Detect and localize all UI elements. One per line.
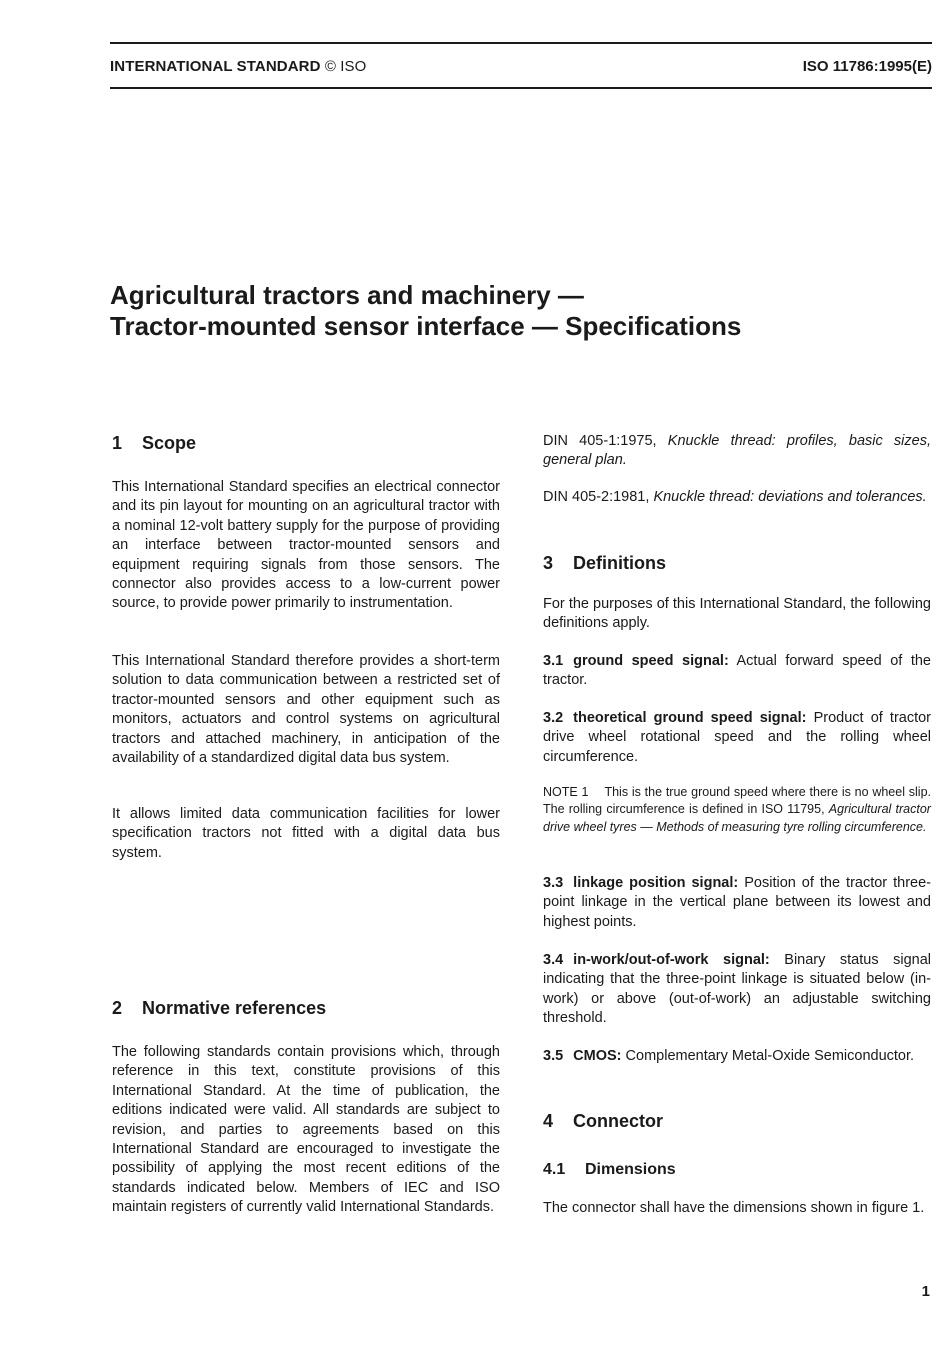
definition-3-2 <box>543 709 931 767</box>
definition-3-4 <box>543 951 931 1029</box>
definition-3-5-text: Complementary Metal-Oxide Semiconductor. <box>625 1048 915 1064</box>
definition-3-1-text: Actual forward speed of the tractor. <box>543 653 932 689</box>
reference-din-405-2 <box>543 488 931 507</box>
definition-3-1-term: ground speed signal: <box>573 653 729 669</box>
definition-note-1 <box>543 784 931 836</box>
reference-1-title: Knuckle thread: profiles, basic sizes, general plan. <box>543 433 931 469</box>
header-standard-text: INTERNATIONAL STANDARD <box>110 58 321 75</box>
section-1-heading <box>112 434 500 453</box>
page-number: 1 <box>921 1283 930 1300</box>
title-line-2: Tractor-mounted sensor interface — Specifications <box>110 311 742 341</box>
definition-3-1 <box>543 652 931 691</box>
definition-3-3-number: 3.3 <box>543 875 564 891</box>
section-3-heading <box>543 554 931 573</box>
reference-din-405-1 <box>543 432 931 471</box>
section-2-number: 2 <box>112 998 123 1018</box>
note-1-label: NOTE 1 <box>543 785 589 799</box>
reference-1-code: DIN 405-1:1975, <box>543 433 657 449</box>
definitions-intro: For the purposes of this International Standard, the following definitions apply. <box>543 596 931 632</box>
section-3-number: 3 <box>543 553 554 573</box>
section-4-1-title: Dimensions <box>585 1161 676 1178</box>
definition-3-2-number: 3.2 <box>543 710 564 726</box>
scope-paragraph-3: It allows limited data communication facilities for lower specification tractors not fitted with a digital data bus system. <box>112 806 500 861</box>
note-1-text: This is the true ground speed where there is no wheel slip. The rolling circumference is defined in ISO 11795, <box>543 785 931 817</box>
definition-3-4-text: Binary status signal indicating that the three-point linkage is situated below (in-work) or above (out-of-work) an adjustable switching threshold. <box>543 952 932 1027</box>
definition-3-2-term: theoretical ground speed signal: <box>573 710 807 726</box>
document-title <box>110 280 930 342</box>
header-document-number: ISO 11786:1995(E) <box>802 58 932 75</box>
note-1-italic: Agricultural tractor drive wheel tyres — Methods of measuring tyre rolling circumference. <box>543 802 931 834</box>
dimensions-paragraph: The connector shall have the dimensions shown in figure 1. <box>543 1200 925 1216</box>
definition-3-4-term: in-work/out-of-work signal: <box>573 952 770 968</box>
definition-3-5 <box>543 1047 931 1066</box>
section-4-heading <box>543 1112 931 1131</box>
definition-3-5-number: 3.5 <box>543 1048 564 1064</box>
scope-paragraph-1: This International Standard specifies an electrical connector and its pin layout for mounting on an agricultural tractor with a nominal 12-volt battery supply for the purpose of providing an interface between tractor-mounted sensors and equipment requiring signals from those sensors. The connector also provides access to a low-current power source, to provide power primarily to instrumentation. <box>112 479 500 612</box>
section-1-number: 1 <box>112 433 123 453</box>
definition-3-4-number: 3.4 <box>543 952 564 968</box>
reference-2-title: Knuckle thread: deviations and tolerances. <box>653 489 927 505</box>
section-4-1-heading <box>543 1160 931 1179</box>
definition-3-3-text: Position of the tractor three-point linkage in the vertical plane between its lowest and highest points. <box>543 875 932 930</box>
header-standard-label <box>110 58 366 75</box>
header-top-rule <box>110 42 932 44</box>
section-1-title: Scope <box>142 433 197 453</box>
section-4-title: Connector <box>573 1111 663 1131</box>
definition-3-5-term: CMOS: <box>573 1048 622 1064</box>
section-4-number: 4 <box>543 1111 554 1131</box>
definition-3-2-text: Product of tractor drive wheel rotational speed and the rolling wheel circumference. <box>543 710 932 765</box>
section-4-1-number: 4.1 <box>543 1161 566 1178</box>
definition-3-3 <box>543 874 931 932</box>
header-bottom-rule <box>110 87 932 89</box>
reference-2-code: DIN 405-2:1981, <box>543 489 650 505</box>
normative-paragraph: The following standards contain provisions which, through reference in this text, constitute provisions of this International Standard. At the time of publication, the editions indicated were valid. All standards are subject to revision, and parties to agreements based on this International Standard are encouraged to investigate the possibility of applying the most recent editions of the standards indicated below. Members of IEC and ISO maintain registers of currently valid International Standards. <box>112 1044 500 1216</box>
title-line-1: Agricultural tractors and machinery — <box>110 280 584 310</box>
scope-paragraph-2: This International Standard therefore provides a short-term solution to data communication between a restricted set of tractor-mounted sensors and other equipment such as monitors, actuators and control systems on agricultural tractors and attached machinery, in anticipation of the availability of a standardized digital data bus system. <box>112 653 500 767</box>
section-2-heading <box>112 999 500 1018</box>
header-copyright-iso: © ISO <box>324 58 367 75</box>
definition-3-3-term: linkage position signal: <box>573 875 739 891</box>
definition-3-1-number: 3.1 <box>543 653 564 669</box>
section-3-title: Definitions <box>573 553 666 573</box>
section-2-title: Normative references <box>142 998 327 1018</box>
